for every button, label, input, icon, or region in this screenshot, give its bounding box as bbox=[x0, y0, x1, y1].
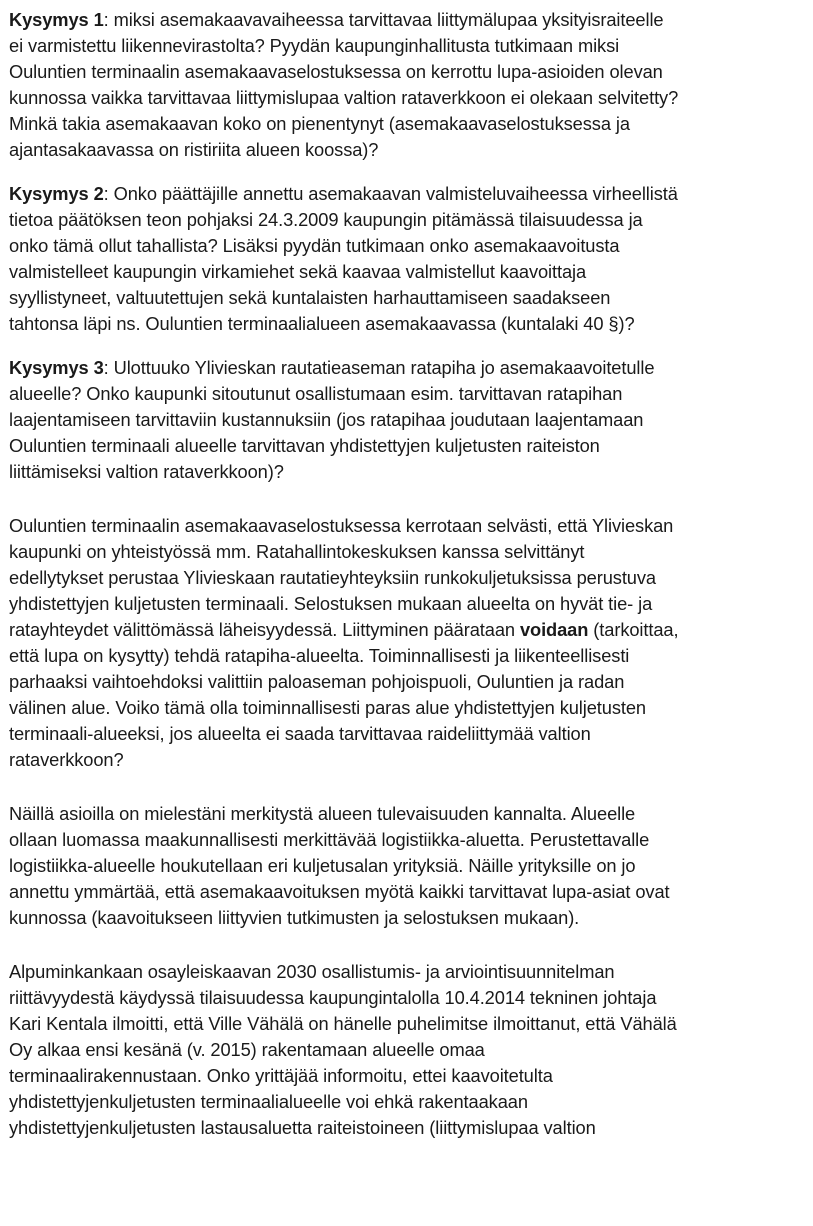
paragraph-gap bbox=[9, 931, 809, 959]
question-1-text: : miksi asemakaavavaiheessa tarvittavaa liittymälupaa yksityisraiteelle ei varmistettu liikennevirastolta? Pyydän kaupunginhallitusta tutkimaan miksi Ouluntien terminaalin asemakaavaselostuksessa on kerrottu lupa-asioiden olevan kunnossa vaikka tarvittavaa liittymislupaa valtion rataverkkoon ei olekaan selvitetty? Minkä takia asemakaavan koko on pienentynyt (asemakaavaselostuksessa ja ajantasakaavassa on ristiriita alueen koossa)? bbox=[9, 9, 679, 160]
paragraph-gap bbox=[9, 773, 809, 801]
paragraph-gap bbox=[9, 485, 809, 513]
terminal-paragraph bbox=[9, 513, 809, 773]
document-page bbox=[9, 7, 809, 1141]
paragraph-gap bbox=[9, 337, 809, 355]
question-3-text: : Ulottuuko Ylivieskan rautatieaseman ratapiha jo asemakaavoitetulle alueelle? Onko kaupunki sitoutunut osallistumaan esim. tarvittavan ratapihan laajentamiseen tarvittaviin kustannuksiin (jos ratapihaa joudutaan laajentamaan Ouluntien terminaali alueelle tarvittavan yhdistettyjen kuljetusten raiteiston liittämiseksi valtion rataverkkoon)? bbox=[9, 357, 655, 482]
question-1-paragraph bbox=[9, 7, 809, 163]
question-2-label: Kysymys 2 bbox=[9, 183, 104, 204]
question-2-text: : Onko päättäjille annettu asemakaavan valmisteluvaiheessa virheellistä tietoa päätöksen teon pohjaksi 24.3.2009 kaupungin pitämässä tilaisuudessa ja onko tämä ollut tahallista? Lisäksi pyydän tutkimaan onko asemakaavoitusta valmistelleet kaupungin virkamiehet sekä kaavaa valmistellut kaavoittaja syyllistyneet, valtuutettujen sekä kuntalaisten harhauttamiseen saadakseen tahtonsa läpi ns. Ouluntien terminaalialueen asemakaavassa (kuntalaki 40 §)? bbox=[9, 183, 678, 334]
terminal-text-before: Ouluntien terminaalin asemakaavaselostuksessa kerrotaan selvästi, että Ylivieskan kaupunki on yhteistyössä mm. Ratahallintokeskuksen kanssa selvittänyt edellytykset perustaa Ylivieskaan rautatieyhteyksiin runkokuljetuksissa perustuva yhdistettyjen kuljetusten terminaali. Selostuksen mukaan alueelta on hyvät tie- ja ratayhteydet välittömässä läheisyydessä. Liittyminen päärataan bbox=[9, 515, 674, 640]
terminal-text-after: (tarkoittaa, että lupa on kysytty) tehdä ratapiha-alueelta. Toiminnallisesti ja liikenteellisesti parhaaksi vaihtoehdoksi valittiin paloaseman pohjoispuoli, Ouluntien ja radan välinen alue. Voiko tämä olla toiminnallisesti paras alue yhdistettyjen kuljetusten terminaali-alueeksi, jos alueelta ei saada tarvittavaa raideliittymää valtion rataverkkoon? bbox=[9, 619, 679, 770]
question-3-paragraph bbox=[9, 355, 809, 485]
question-2-paragraph bbox=[9, 181, 809, 337]
paragraph-gap bbox=[9, 163, 809, 181]
significance-paragraph: Näillä asioilla on mielestäni merkitystä alueen tulevaisuuden kannalta. Alueelle ollaan luomassa maakunnallisesti merkittävää logistiikka-aluetta. Perustettavalle logistiikka-alueelle houkutellaan eri kuljetusalan yrityksiä. Näille yrityksille on jo annettu ymmärtää, että asemakaavoituksen myötä kaikki tarvittavat lupa-asiat ovat kunnossa (kaavoitukseen liittyvien tutkimusten ja selostuksen mukaan). bbox=[9, 803, 670, 928]
question-1-label: Kysymys 1 bbox=[9, 9, 104, 30]
alpuminkangas-paragraph: Alpuminkankaan osayleiskaavan 2030 osallistumis- ja arviointisuunnitelman riittävyydestä käydyssä tilaisuudessa kaupungintalolla 10.4.2014 tekninen johtaja Kari Kentala ilmoitti, että Ville Vähälä on hänelle puhelimitse ilmoittanut, että Vähälä Oy alkaa ensi kesänä (v. 2015) rakentamaan alueelle omaa terminaalirakennustaan. Onko yrittäjää informoitu, ettei kaavoitetulta yhdistettyjenkuljetusten terminaalialueelle voi ehkä rakentaakaan yhdistettyjenkuljetusten lastausaluetta raiteistoineen (liittymislupaa valtion bbox=[9, 961, 677, 1138]
question-3-label: Kysymys 3 bbox=[9, 357, 104, 378]
terminal-bold-word: voidaan bbox=[519, 619, 589, 640]
